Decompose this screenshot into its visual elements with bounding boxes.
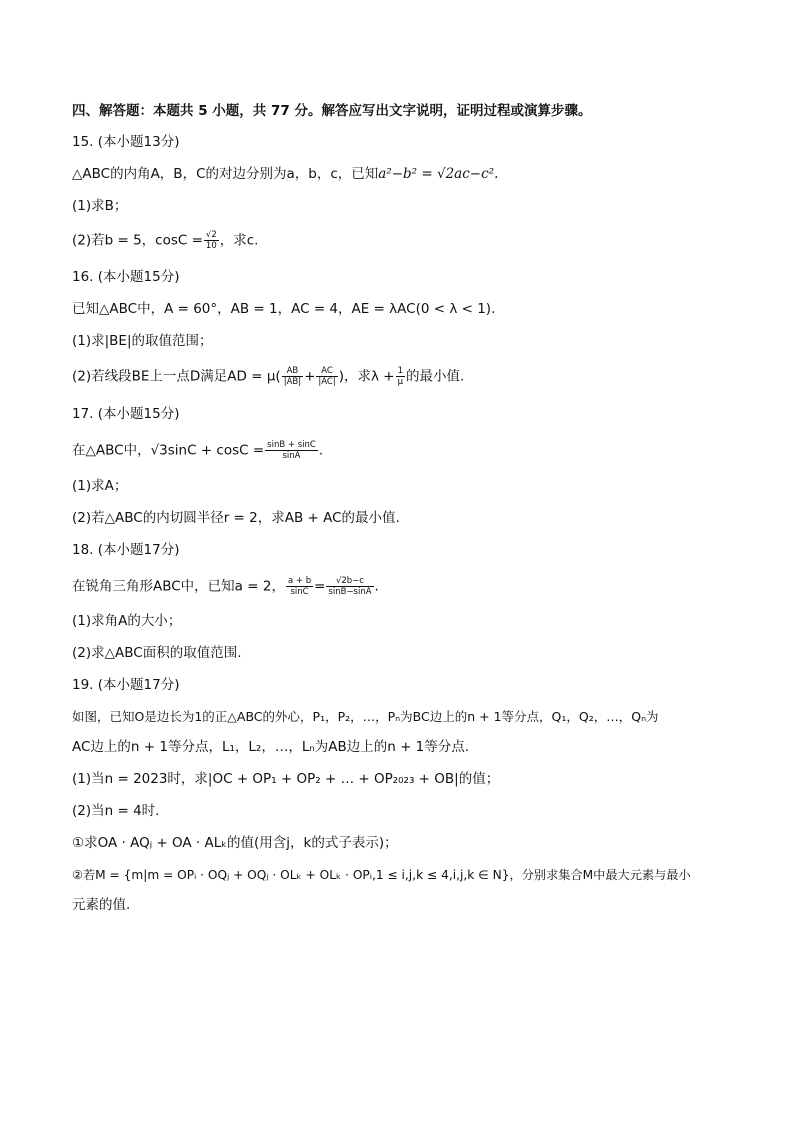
q19-part1: (1)当n = 2023时，求|OC + OP₁ + OP₂ + … + OP₂₀₂₃ + OB|的值； xyxy=(72,771,500,787)
q16-part1: (1)求|BE|的取值范围； xyxy=(72,333,213,349)
q16-fraction-ab xyxy=(282,366,303,387)
q16-part2-tail: 的最小值. xyxy=(406,368,465,385)
q18-fraction-left xyxy=(286,576,313,597)
q15-stem-formula: a²−b² = √2ac−c². xyxy=(378,166,499,182)
q15-part1: (1)求B； xyxy=(72,198,128,214)
q16-frac3-num: 1 xyxy=(397,366,403,376)
q15-part2 xyxy=(72,230,258,251)
q17-part2: (2)若△ABC的内切圆半径r = 2，求AB + AC的最小值. xyxy=(72,510,400,526)
q18-frac1-num: a + b xyxy=(287,576,312,586)
q18-equals: = xyxy=(314,578,326,595)
q18-frac1-den: sinC xyxy=(290,587,309,597)
q19-label: 19. (本小题17分) xyxy=(72,677,180,693)
q18-label: 18. (本小题17分) xyxy=(72,542,180,558)
q15-frac-den: 10 xyxy=(205,241,217,251)
q16-frac2-den: |AC| xyxy=(318,377,336,387)
q16-frac1-num: AB xyxy=(282,366,303,377)
q18-stem-tail: . xyxy=(374,578,379,595)
q15-part2-text: (2)若b = 5，cosC = xyxy=(72,232,203,249)
q17-stem xyxy=(72,440,323,461)
q17-frac-den: sinA xyxy=(282,451,301,461)
q16-plus: + xyxy=(304,368,316,385)
q17-fraction xyxy=(265,440,318,461)
q19-stem-line2: AC边上的n + 1等分点，L₁，L₂，…，Lₙ为AB边上的n + 1等分点. xyxy=(72,739,470,755)
q16-part2-text: (2)若线段BE上一点D满足AD = μ( xyxy=(72,368,281,385)
q15-part2-tail: ，求c. xyxy=(219,232,259,249)
q15-stem-text: △ABC的内角A，B，C的对边分别为a，b，c，已知 xyxy=(72,166,379,182)
q15-stem xyxy=(72,164,498,184)
q16-part2-mid: )，求λ + xyxy=(338,368,395,385)
q17-part1: (1)求A； xyxy=(72,478,128,494)
q16-frac2-num: AC xyxy=(316,366,337,377)
q18-fraction-right xyxy=(326,576,373,597)
q16-frac3-den: μ xyxy=(397,377,403,387)
q19-part2-sub2-line1: ②若M = {m|m = OPᵢ · OQⱼ + OQⱼ · OLₖ + OLₖ · OPᵢ,1 ≤ i,j,k ≤ 4,i,j,k ∈ N}，分别求集合M中最大元素与最小 xyxy=(72,868,691,882)
q19-part2-sub1: ①求OA · AQⱼ + OA · ALₖ的值(用含j，k的式子表示)； xyxy=(72,835,398,851)
q18-stem xyxy=(72,576,379,597)
q15-fraction xyxy=(204,230,219,251)
q18-part1: (1)求角A的大小； xyxy=(72,613,182,629)
q18-stem-text: 在锐角三角形ABC中，已知a = 2， xyxy=(72,578,285,595)
q19-part2: (2)当n = 4时. xyxy=(72,803,160,819)
q17-stem-tail: . xyxy=(318,442,324,459)
q16-fraction-ac xyxy=(316,366,337,387)
q15-label: 15. (本小题13分) xyxy=(72,134,180,150)
q18-frac2-den: sinB−sinA xyxy=(328,587,372,597)
q16-label: 16. (本小题15分) xyxy=(72,269,180,285)
q19-part2-sub2-line2: 元素的值. xyxy=(72,897,131,913)
q17-label: 17. (本小题15分) xyxy=(72,406,180,422)
q17-frac-num: sinB + sinC xyxy=(267,440,316,450)
q16-part2 xyxy=(72,366,464,387)
q19-stem-line1: 如图，已知O是边长为1的正△ABC的外心，P₁，P₂，…，Pₙ为BC边上的n + 1等分点，Q₁，Q₂，…，Qₙ为 xyxy=(72,709,659,724)
q17-stem-text: 在△ABC中，√3sinC + cosC = xyxy=(72,442,265,459)
q18-frac2-num: √2b−c xyxy=(326,576,373,587)
q16-fraction-mu xyxy=(396,366,405,387)
q16-stem: 已知△ABC中，A = 60°，AB = 1，AC = 4，AE = λAC(0 < λ < 1). xyxy=(72,301,496,317)
q15-frac-num: √2 xyxy=(205,230,217,240)
section-header: 四、解答题：本题共 5 小题，共 77 分。解答应写出文字说明，证明过程或演算步骤。 xyxy=(72,103,592,119)
q16-frac1-den: |AB| xyxy=(283,377,302,387)
q18-part2: (2)求△ABC面积的取值范围. xyxy=(72,645,242,661)
